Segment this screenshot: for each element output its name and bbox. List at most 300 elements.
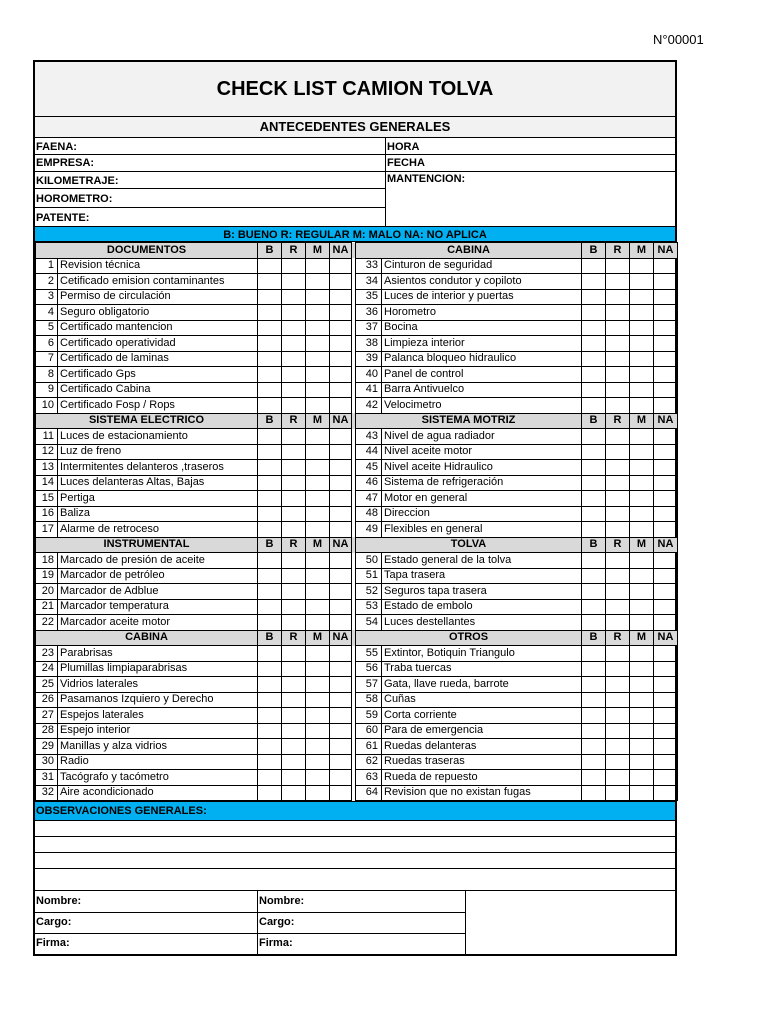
faena-label[interactable]: FAENA: — [36, 141, 77, 153]
rating-checkbox[interactable] — [258, 320, 282, 336]
rating-checkbox[interactable] — [282, 351, 306, 367]
rating-checkbox[interactable] — [258, 553, 282, 569]
rating-checkbox[interactable] — [282, 785, 306, 801]
item-number: 53 — [356, 599, 382, 615]
rating-checkbox[interactable] — [258, 646, 282, 662]
table-row — [36, 708, 678, 724]
rating-checkbox[interactable] — [282, 568, 306, 584]
rating-checkbox[interactable] — [282, 289, 306, 305]
rating-checkbox[interactable] — [582, 723, 606, 739]
rating-checkbox[interactable] — [282, 398, 306, 414]
rating-checkbox[interactable] — [630, 615, 654, 631]
rating-checkbox[interactable] — [306, 522, 330, 538]
rating-checkbox[interactable] — [306, 320, 330, 336]
rating-checkbox[interactable] — [282, 692, 306, 708]
rating-checkbox[interactable] — [330, 708, 352, 724]
rating-checkbox[interactable] — [330, 367, 352, 383]
rating-checkbox[interactable] — [330, 553, 352, 569]
rating-checkbox[interactable] — [282, 444, 306, 460]
rating-checkbox[interactable] — [258, 367, 282, 383]
rating-checkbox[interactable] — [330, 754, 352, 770]
rating-checkbox[interactable] — [606, 646, 630, 662]
rating-checkbox[interactable] — [582, 506, 606, 522]
rating-checkbox[interactable] — [258, 305, 282, 321]
rating-checkbox[interactable] — [630, 677, 654, 693]
rating-checkbox[interactable] — [282, 615, 306, 631]
rating-checkbox[interactable] — [582, 320, 606, 336]
rating-checkbox[interactable] — [630, 398, 654, 414]
rating-checkbox[interactable] — [606, 336, 630, 352]
rating-checkbox[interactable] — [282, 584, 306, 600]
rating-checkbox[interactable] — [630, 723, 654, 739]
rating-checkbox[interactable] — [306, 429, 330, 445]
rating-checkbox[interactable] — [582, 444, 606, 460]
rating-checkbox[interactable] — [654, 661, 678, 677]
rating-checkbox[interactable] — [282, 258, 306, 274]
rating-checkbox[interactable] — [306, 615, 330, 631]
rating-checkbox[interactable] — [630, 785, 654, 801]
rating-checkbox[interactable] — [258, 398, 282, 414]
rating-checkbox[interactable] — [630, 274, 654, 290]
left-cargo-label[interactable]: Cargo: — [36, 916, 72, 928]
rating-checkbox[interactable] — [282, 677, 306, 693]
item-number: 59 — [356, 708, 382, 724]
rating-checkbox[interactable] — [606, 599, 630, 615]
rating-checkbox[interactable] — [654, 553, 678, 569]
rating-checkbox[interactable] — [258, 754, 282, 770]
rating-checkbox[interactable] — [282, 522, 306, 538]
rating-checkbox[interactable] — [606, 708, 630, 724]
rating-checkbox[interactable] — [606, 692, 630, 708]
observation-line[interactable] — [35, 853, 675, 869]
rating-checkbox[interactable] — [606, 723, 630, 739]
rating-checkbox[interactable] — [258, 785, 282, 801]
rating-checkbox[interactable] — [582, 692, 606, 708]
rating-checkbox[interactable] — [654, 336, 678, 352]
rating-checkbox[interactable] — [630, 646, 654, 662]
rating-checkbox[interactable] — [282, 367, 306, 383]
rating-checkbox[interactable] — [282, 305, 306, 321]
item-number: 55 — [356, 646, 382, 662]
rating-column-header: B — [258, 413, 282, 429]
rating-checkbox[interactable] — [282, 274, 306, 290]
rating-checkbox[interactable] — [306, 351, 330, 367]
rating-checkbox[interactable] — [630, 475, 654, 491]
rating-checkbox[interactable] — [330, 475, 352, 491]
rating-checkbox[interactable] — [606, 568, 630, 584]
observation-line[interactable] — [35, 837, 675, 853]
rating-checkbox[interactable] — [630, 320, 654, 336]
rating-checkbox[interactable] — [282, 336, 306, 352]
rating-checkbox[interactable] — [630, 491, 654, 507]
rating-checkbox[interactable] — [630, 460, 654, 476]
rating-checkbox[interactable] — [582, 491, 606, 507]
rating-checkbox[interactable] — [330, 444, 352, 460]
left-firma-label[interactable]: Firma: — [36, 937, 70, 949]
rating-checkbox[interactable] — [258, 444, 282, 460]
rating-checkbox[interactable] — [306, 336, 330, 352]
rating-checkbox[interactable] — [306, 661, 330, 677]
rating-checkbox[interactable] — [330, 723, 352, 739]
rating-checkbox[interactable] — [606, 522, 630, 538]
rating-checkbox[interactable] — [330, 258, 352, 274]
rating-checkbox[interactable] — [258, 677, 282, 693]
rating-checkbox[interactable] — [306, 723, 330, 739]
rating-checkbox[interactable] — [258, 274, 282, 290]
rating-checkbox[interactable] — [606, 429, 630, 445]
rating-checkbox[interactable] — [306, 739, 330, 755]
rating-checkbox[interactable] — [654, 599, 678, 615]
rating-checkbox[interactable] — [582, 646, 606, 662]
rating-checkbox[interactable] — [654, 692, 678, 708]
rating-checkbox[interactable] — [654, 320, 678, 336]
rating-checkbox[interactable] — [606, 382, 630, 398]
rating-checkbox[interactable] — [330, 522, 352, 538]
rating-checkbox[interactable] — [330, 429, 352, 445]
rating-checkbox[interactable] — [582, 274, 606, 290]
rating-checkbox[interactable] — [606, 491, 630, 507]
rating-checkbox[interactable] — [282, 723, 306, 739]
left-nombre-label[interactable]: Nombre: — [36, 895, 82, 907]
rating-checkbox[interactable] — [654, 615, 678, 631]
rating-checkbox[interactable] — [330, 785, 352, 801]
rating-checkbox[interactable] — [258, 336, 282, 352]
rating-checkbox[interactable] — [606, 320, 630, 336]
rating-checkbox[interactable] — [258, 723, 282, 739]
rating-checkbox[interactable] — [330, 692, 352, 708]
rating-checkbox[interactable] — [306, 584, 330, 600]
rating-checkbox[interactable] — [282, 506, 306, 522]
rating-checkbox[interactable] — [606, 289, 630, 305]
rating-checkbox[interactable] — [306, 305, 330, 321]
rating-checkbox[interactable] — [330, 615, 352, 631]
antecedentes-section — [35, 138, 675, 227]
rating-checkbox[interactable] — [630, 305, 654, 321]
rating-checkbox[interactable] — [606, 351, 630, 367]
item-number: 40 — [356, 367, 382, 383]
rating-checkbox[interactable] — [654, 568, 678, 584]
empresa-label[interactable]: EMPRESA: — [36, 157, 95, 169]
rating-column-header: B — [258, 243, 282, 259]
observation-line[interactable] — [35, 821, 675, 837]
rating-checkbox[interactable] — [582, 754, 606, 770]
rating-checkbox[interactable] — [330, 568, 352, 584]
rating-checkbox[interactable] — [606, 274, 630, 290]
rating-checkbox[interactable] — [330, 739, 352, 755]
rating-checkbox[interactable] — [330, 305, 352, 321]
item-number: 57 — [356, 677, 382, 693]
rating-checkbox[interactable] — [330, 646, 352, 662]
rating-checkbox[interactable] — [258, 770, 282, 786]
rating-checkbox[interactable] — [630, 429, 654, 445]
rating-checkbox[interactable] — [630, 568, 654, 584]
item-label: Radio — [58, 754, 258, 770]
rating-checkbox[interactable] — [582, 289, 606, 305]
rating-checkbox[interactable] — [606, 770, 630, 786]
rating-checkbox[interactable] — [582, 584, 606, 600]
rating-checkbox[interactable] — [582, 367, 606, 383]
rating-checkbox[interactable] — [630, 522, 654, 538]
rating-checkbox[interactable] — [582, 553, 606, 569]
rating-checkbox[interactable] — [258, 460, 282, 476]
rating-checkbox[interactable] — [582, 429, 606, 445]
rating-checkbox[interactable] — [282, 770, 306, 786]
rating-checkbox[interactable] — [582, 522, 606, 538]
item-label: Aire acondicionado — [58, 785, 258, 801]
rating-checkbox[interactable] — [630, 739, 654, 755]
rating-checkbox[interactable] — [654, 475, 678, 491]
rating-checkbox[interactable] — [306, 491, 330, 507]
rating-checkbox[interactable] — [306, 460, 330, 476]
rating-checkbox[interactable] — [654, 460, 678, 476]
right-cargo-label[interactable]: Cargo: — [259, 916, 295, 928]
table-row — [36, 584, 678, 600]
rating-checkbox[interactable] — [582, 258, 606, 274]
rating-checkbox[interactable] — [282, 708, 306, 724]
table-row — [36, 553, 678, 569]
rating-checkbox[interactable] — [258, 429, 282, 445]
rating-checkbox[interactable] — [306, 785, 330, 801]
rating-checkbox[interactable] — [330, 382, 352, 398]
rating-checkbox[interactable] — [630, 553, 654, 569]
rating-checkbox[interactable] — [330, 320, 352, 336]
rating-checkbox[interactable] — [582, 305, 606, 321]
rating-checkbox[interactable] — [306, 444, 330, 460]
rating-checkbox[interactable] — [630, 584, 654, 600]
rating-checkbox[interactable] — [654, 739, 678, 755]
item-number: 46 — [356, 475, 382, 491]
rating-checkbox[interactable] — [606, 398, 630, 414]
rating-checkbox[interactable] — [582, 568, 606, 584]
rating-checkbox[interactable] — [606, 258, 630, 274]
rating-checkbox[interactable] — [258, 599, 282, 615]
rating-checkbox[interactable] — [330, 289, 352, 305]
rating-checkbox[interactable] — [258, 692, 282, 708]
rating-checkbox[interactable] — [606, 460, 630, 476]
rating-checkbox[interactable] — [306, 475, 330, 491]
section-header-row — [36, 537, 678, 553]
rating-checkbox[interactable] — [654, 770, 678, 786]
rating-checkbox[interactable] — [306, 398, 330, 414]
rating-checkbox[interactable] — [630, 754, 654, 770]
rating-checkbox[interactable] — [606, 305, 630, 321]
rating-checkbox[interactable] — [330, 677, 352, 693]
rating-checkbox[interactable] — [330, 661, 352, 677]
rating-checkbox[interactable] — [606, 739, 630, 755]
rating-checkbox[interactable] — [654, 754, 678, 770]
rating-checkbox[interactable] — [582, 770, 606, 786]
rating-checkbox[interactable] — [582, 661, 606, 677]
rating-checkbox[interactable] — [282, 429, 306, 445]
rating-checkbox[interactable] — [654, 351, 678, 367]
rating-checkbox[interactable] — [282, 553, 306, 569]
rating-checkbox[interactable] — [606, 367, 630, 383]
rating-checkbox[interactable] — [330, 398, 352, 414]
rating-checkbox[interactable] — [582, 398, 606, 414]
rating-checkbox[interactable] — [654, 398, 678, 414]
rating-checkbox[interactable] — [258, 568, 282, 584]
rating-checkbox[interactable] — [282, 754, 306, 770]
right-nombre-label[interactable]: Nombre: — [259, 895, 305, 907]
rating-checkbox[interactable] — [330, 599, 352, 615]
rating-checkbox[interactable] — [630, 708, 654, 724]
rating-checkbox[interactable] — [654, 289, 678, 305]
rating-checkbox[interactable] — [306, 367, 330, 383]
rating-checkbox[interactable] — [306, 692, 330, 708]
rating-checkbox[interactable] — [582, 615, 606, 631]
rating-checkbox[interactable] — [330, 336, 352, 352]
item-number: 13 — [36, 460, 58, 476]
rating-checkbox[interactable] — [306, 289, 330, 305]
rating-checkbox[interactable] — [306, 506, 330, 522]
rating-checkbox[interactable] — [582, 351, 606, 367]
rating-checkbox[interactable] — [282, 646, 306, 662]
rating-checkbox[interactable] — [258, 491, 282, 507]
rating-checkbox[interactable] — [258, 739, 282, 755]
rating-checkbox[interactable] — [606, 754, 630, 770]
rating-checkbox[interactable] — [582, 460, 606, 476]
rating-checkbox[interactable] — [582, 785, 606, 801]
table-row — [36, 258, 678, 274]
rating-checkbox[interactable] — [582, 336, 606, 352]
rating-checkbox[interactable] — [306, 677, 330, 693]
rating-column-header: M — [306, 537, 330, 553]
rating-checkbox[interactable] — [330, 506, 352, 522]
rating-checkbox[interactable] — [606, 785, 630, 801]
rating-checkbox[interactable] — [582, 708, 606, 724]
rating-checkbox[interactable] — [654, 274, 678, 290]
rating-checkbox[interactable] — [630, 506, 654, 522]
rating-checkbox[interactable] — [282, 475, 306, 491]
rating-checkbox[interactable] — [582, 475, 606, 491]
rating-checkbox[interactable] — [306, 599, 330, 615]
rating-checkbox[interactable] — [306, 754, 330, 770]
rating-checkbox[interactable] — [258, 615, 282, 631]
rating-checkbox[interactable] — [654, 382, 678, 398]
rating-checkbox[interactable] — [630, 258, 654, 274]
rating-checkbox[interactable] — [606, 553, 630, 569]
rating-checkbox[interactable] — [282, 661, 306, 677]
item-number: 4 — [36, 305, 58, 321]
rating-checkbox[interactable] — [258, 351, 282, 367]
patente-label[interactable]: PATENTE: — [36, 212, 90, 224]
rating-checkbox[interactable] — [306, 568, 330, 584]
rating-checkbox[interactable] — [330, 274, 352, 290]
rating-checkbox[interactable] — [258, 382, 282, 398]
rating-checkbox[interactable] — [654, 491, 678, 507]
rating-checkbox[interactable] — [282, 382, 306, 398]
rating-checkbox[interactable] — [654, 522, 678, 538]
horometro-label[interactable]: HOROMETRO: — [36, 193, 113, 205]
rating-checkbox[interactable] — [654, 367, 678, 383]
rating-checkbox[interactable] — [582, 677, 606, 693]
rating-checkbox[interactable] — [330, 770, 352, 786]
hora-label[interactable]: HORA — [387, 141, 420, 153]
rating-checkbox[interactable] — [282, 320, 306, 336]
item-label: Certificado mantencion — [58, 320, 258, 336]
rating-checkbox[interactable] — [258, 506, 282, 522]
rating-checkbox[interactable] — [654, 708, 678, 724]
rating-checkbox[interactable] — [582, 739, 606, 755]
rating-checkbox[interactable] — [654, 429, 678, 445]
rating-checkbox[interactable] — [258, 584, 282, 600]
rating-checkbox[interactable] — [654, 723, 678, 739]
rating-checkbox[interactable] — [630, 444, 654, 460]
rating-checkbox[interactable] — [258, 661, 282, 677]
rating-checkbox[interactable] — [630, 661, 654, 677]
rating-checkbox[interactable] — [654, 677, 678, 693]
rating-checkbox[interactable] — [654, 305, 678, 321]
rating-checkbox[interactable] — [282, 739, 306, 755]
fecha-label[interactable]: FECHA — [387, 157, 425, 169]
rating-checkbox[interactable] — [630, 382, 654, 398]
rating-checkbox[interactable] — [582, 382, 606, 398]
rating-checkbox[interactable] — [606, 584, 630, 600]
rating-checkbox[interactable] — [606, 677, 630, 693]
rating-checkbox[interactable] — [330, 491, 352, 507]
rating-checkbox[interactable] — [306, 646, 330, 662]
rating-checkbox[interactable] — [306, 382, 330, 398]
rating-checkbox[interactable] — [282, 599, 306, 615]
rating-checkbox[interactable] — [606, 506, 630, 522]
rating-checkbox[interactable] — [258, 708, 282, 724]
rating-checkbox[interactable] — [282, 460, 306, 476]
rating-checkbox[interactable] — [306, 274, 330, 290]
rating-checkbox[interactable] — [630, 599, 654, 615]
rating-legend: B: BUENO R: REGULAR M: MALO NA: NO APLICA — [35, 227, 675, 242]
rating-checkbox[interactable] — [606, 444, 630, 460]
rating-checkbox[interactable] — [630, 692, 654, 708]
rating-checkbox[interactable] — [654, 646, 678, 662]
rating-checkbox[interactable] — [306, 258, 330, 274]
rating-checkbox[interactable] — [630, 289, 654, 305]
item-number: 52 — [356, 584, 382, 600]
mantencion-label[interactable]: MANTENCION: — [387, 173, 466, 185]
rating-checkbox[interactable] — [654, 584, 678, 600]
rating-checkbox[interactable] — [258, 258, 282, 274]
rating-checkbox[interactable] — [306, 708, 330, 724]
table-row — [36, 274, 678, 290]
rating-checkbox[interactable] — [630, 351, 654, 367]
rating-checkbox[interactable] — [306, 553, 330, 569]
rating-checkbox[interactable] — [258, 289, 282, 305]
rating-checkbox[interactable] — [654, 506, 678, 522]
rating-checkbox[interactable] — [630, 770, 654, 786]
rating-checkbox[interactable] — [606, 475, 630, 491]
right-firma-label[interactable]: Firma: — [259, 937, 293, 949]
rating-checkbox[interactable] — [654, 444, 678, 460]
rating-checkbox[interactable] — [654, 785, 678, 801]
rating-checkbox[interactable] — [330, 460, 352, 476]
rating-checkbox[interactable] — [330, 584, 352, 600]
kilometraje-label[interactable]: KILOMETRAJE: — [36, 175, 119, 187]
rating-checkbox[interactable] — [282, 491, 306, 507]
rating-checkbox[interactable] — [606, 661, 630, 677]
rating-checkbox[interactable] — [630, 336, 654, 352]
rating-checkbox[interactable] — [582, 599, 606, 615]
rating-checkbox[interactable] — [258, 522, 282, 538]
rating-checkbox[interactable] — [258, 475, 282, 491]
rating-checkbox[interactable] — [630, 367, 654, 383]
item-label: Ruedas traseras — [382, 754, 582, 770]
item-number: 43 — [356, 429, 382, 445]
table-row — [36, 506, 678, 522]
rating-checkbox[interactable] — [306, 770, 330, 786]
rating-checkbox[interactable] — [330, 351, 352, 367]
item-label: Asientos condutor y copiloto — [382, 274, 582, 290]
rating-checkbox[interactable] — [654, 258, 678, 274]
rating-checkbox[interactable] — [606, 615, 630, 631]
